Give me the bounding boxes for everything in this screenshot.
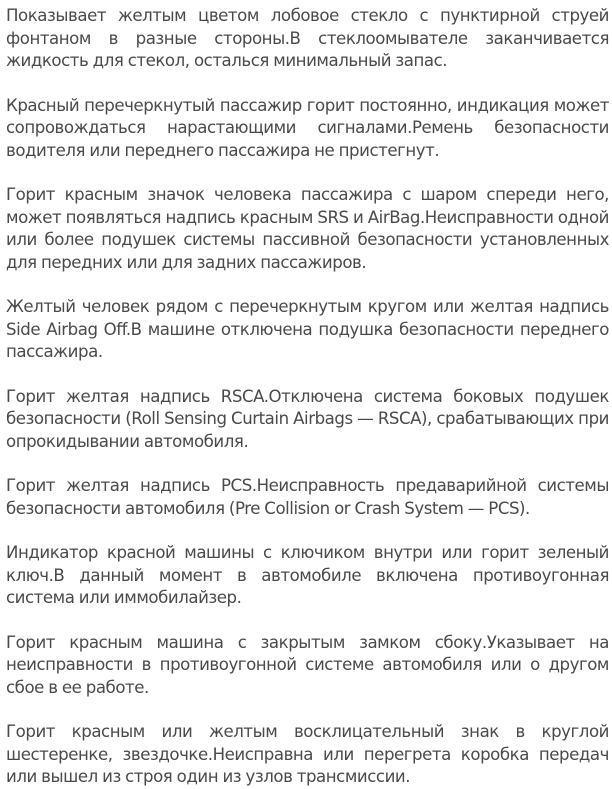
paragraph-antitheft-fault: Горит красным машина с закрытым замком сбоку.Указывает на неисправности в противоугонной системе автомобиля или о другом сбое в ее работе. bbox=[6, 632, 609, 697]
paragraph-immobilizer: Индикатор красной машины с ключиком внутри или горит зеленый ключ.В данный момент в автомобиле включена противоугонная система или иммобилайзер. bbox=[6, 543, 609, 607]
paragraph-washer-fluid: Показывает желтым цветом лобовое стекло с пунктирной струей фонтаном в разные стороны.В стеклоомывателе заканчивается жидкость для стекол, осталься минимальный запас. bbox=[6, 6, 609, 70]
paragraph-side-airbag-off: Желтый человек рядом с перечеркнутым кругом или желтая надпись Side Airbag Off.В машине отключена подушка безопасности переднего пассажира. bbox=[6, 297, 609, 361]
paragraph-rsca: Горит желтая надпись RSCA.Отключена система боковых подушек безопасности (Roll Sensing Curtain Airbags — RSCA), срабатывающих при опрокидывании автомобиля. bbox=[6, 386, 609, 451]
paragraph-transmission: Горит красным или желтым восклицательный знак в круглой шестеренке, звездочке.Неисправна или перегрета коробка передач или вышел из строя один из узлов трансмиссии. bbox=[6, 722, 609, 786]
paragraph-srs-airbag: Горит красным значок человека пассажира с шаром спереди него, может появляться надпись красным SRS и AirBag.Неисправности одной или более подушек системы пассивной безопасности установленных для передних или для задних пассажиров. bbox=[6, 185, 609, 272]
paragraph-seatbelt: Красный перечеркнутый пассажир горит постоянно, индикация может сопровождаться нарастающими сигналами.Ремень безопасности водителя или переднего пассажира не пристегнут. bbox=[6, 95, 609, 160]
paragraph-pcs: Горит желтая надпись PCS.Неисправность предаварийной системы безопасности автомобиля (Pre Collision or Crash System — PCS). bbox=[6, 476, 609, 518]
